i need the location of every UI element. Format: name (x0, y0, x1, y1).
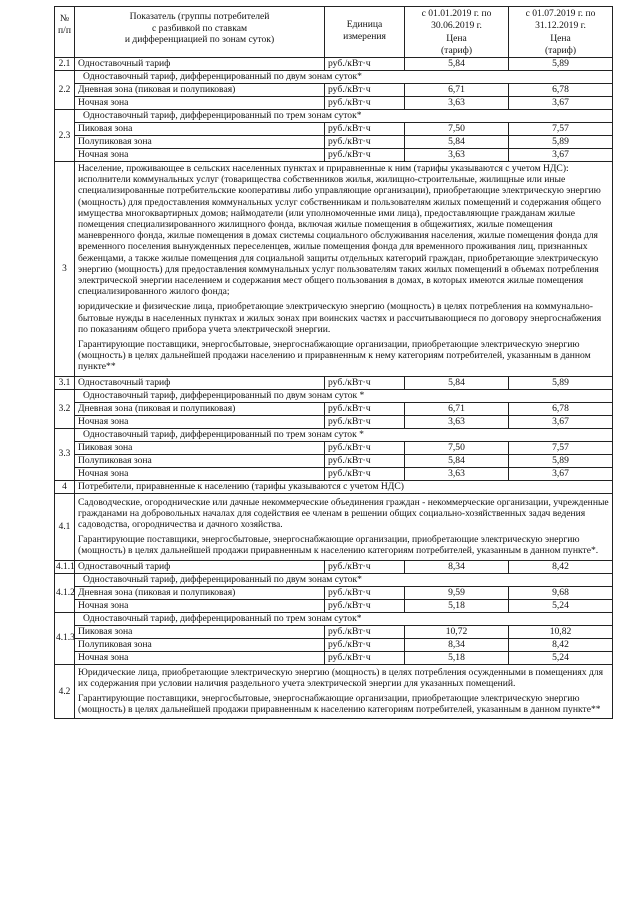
row-unit: руб./кВт·ч (325, 560, 405, 573)
table-header-row (55, 7, 613, 33)
row-group-title: Одноставочный тариф, дифференцированный по двум зонам суток* (75, 71, 613, 84)
row-value-1: 5,84 (405, 376, 509, 389)
row-value-1: 6,71 (405, 84, 509, 97)
header-num: № п/п (55, 7, 75, 58)
row-value-1: 6,71 (405, 402, 509, 415)
row-value-1: 10,72 (405, 625, 509, 638)
table-row (55, 110, 613, 123)
row-name: Ночная зона (75, 97, 325, 110)
row-value-2: 8,42 (509, 638, 613, 651)
row-value-2: 3,67 (509, 467, 613, 480)
row-name: Ночная зона (75, 651, 325, 664)
row-unit: руб./кВт·ч (325, 599, 405, 612)
row-value-2: 3,67 (509, 97, 613, 110)
row-description (75, 162, 613, 377)
table-row (55, 493, 613, 560)
row-name: Ночная зона (75, 415, 325, 428)
table-row (55, 402, 613, 415)
row-value-1: 3,63 (405, 149, 509, 162)
row-value-1: 3,63 (405, 97, 509, 110)
table-row (55, 664, 613, 719)
row-value-2: 7,57 (509, 441, 613, 454)
header-price1: Цена (тариф) (405, 32, 509, 58)
row-num: 3 (55, 162, 75, 377)
table-row (55, 480, 613, 493)
row-value-2: 3,67 (509, 149, 613, 162)
row-description (75, 493, 613, 560)
row-num: 4.1.2 (55, 573, 75, 612)
table-row (55, 389, 613, 402)
row-unit: руб./кВт·ч (325, 651, 405, 664)
row-name: Пиковая зона (75, 625, 325, 638)
paragraph: Гарантирующие поставщики, энергосбытовые, энергоснабжающие организации, приобретающие электрическую энергию (мощность) в целях дальнейшей продажи приравненным к населению категориям потребителей, указанным в данном пункте** (78, 693, 601, 716)
paragraph: Юридические лица, приобретающие электрическую энергию (мощность) в целях потребления осужденными в помещениях для их содержания при условии наличия раздельного учета электрической энергии для указанных помещений. (78, 666, 604, 689)
table-row (55, 638, 613, 651)
row-description (75, 664, 613, 719)
table-row (55, 454, 613, 467)
row-group-title: Одноставочный тариф, дифференцированный по трем зонам суток* (75, 612, 613, 625)
row-name: Полупиковая зона (75, 454, 325, 467)
row-value-2: 5,89 (509, 58, 613, 71)
row-num: 4.1 (55, 493, 75, 560)
row-value-2: 7,57 (509, 123, 613, 136)
table-row (55, 149, 613, 162)
row-value-2: 3,67 (509, 415, 613, 428)
row-value-2: 5,24 (509, 599, 613, 612)
row-value-2: 6,78 (509, 402, 613, 415)
row-value-1: 5,84 (405, 136, 509, 149)
row-value-1: 9,59 (405, 586, 509, 599)
row-name: Полупиковая зона (75, 136, 325, 149)
header-period1: с 01.01.2019 г. по 30.06.2019 г. (405, 7, 509, 33)
row-unit: руб./кВт·ч (325, 415, 405, 428)
table-row (55, 84, 613, 97)
row-value-1: 3,63 (405, 415, 509, 428)
row-num: 4.1.1 (56, 561, 75, 572)
row-num: 3.2 (55, 389, 75, 428)
row-unit: руб./кВт·ч (325, 376, 405, 389)
row-name: Одноставочный тариф (75, 376, 325, 389)
row-name: Дневная зона (пиковая и полупиковая) (75, 586, 325, 599)
row-unit: руб./кВт·ч (325, 58, 405, 71)
row-unit: руб./кВт·ч (325, 149, 405, 162)
row-unit: руб./кВт·ч (325, 136, 405, 149)
row-name: Одноставочный тариф (75, 560, 325, 573)
row-value-2: 5,89 (509, 454, 613, 467)
row-num: 4.1.3 (55, 612, 75, 664)
table-row (55, 71, 613, 84)
row-name: Ночная зона (75, 599, 325, 612)
row-value-2: 5,89 (509, 376, 613, 389)
row-value-2: 10,82 (509, 625, 613, 638)
row-description: Потребители, приравненные к населению (тарифы указываются с учетом НДС) (75, 480, 613, 493)
table-row (55, 441, 613, 454)
paragraph: юридические и физические лица, приобретающие электрическую энергию (мощность) в целях потребления на коммунально-бытовые нужды в населенных пунктах и жилых зонах при воинских частях и рассчитывающиеся по договору энергоснабжения по показаниям общего прибора учета электрической энергии. (78, 301, 602, 335)
row-value-1: 3,63 (405, 467, 509, 480)
row-value-1: 5,84 (405, 58, 509, 71)
table-row (55, 136, 613, 149)
table-row (55, 415, 613, 428)
row-num: 2.2 (55, 71, 75, 110)
row-value-2: 6,78 (509, 84, 613, 97)
row-name: Дневная зона (пиковая и полупиковая) (75, 402, 325, 415)
row-unit: руб./кВт·ч (325, 454, 405, 467)
row-unit: руб./кВт·ч (325, 467, 405, 480)
row-name: Пиковая зона (75, 123, 325, 136)
table-row (55, 58, 613, 71)
row-num: 4.2 (55, 664, 75, 719)
paragraph: Гарантирующие поставщики, энергосбытовые, энергоснабжающие организации, приобретающие электрическую энергию (мощность) в целях дальнейшей продажи населению и приравненным к нему категориям потребителей, указанным в данном пункте** (78, 339, 591, 373)
row-value-1: 7,50 (405, 123, 509, 136)
paragraph: Садоводческие, огороднические или дачные некоммерческие объединения граждан - некоммерческие организации, учрежденные гражданами на добровольных началах для содействия ее членам в решении общих социально-хозяйственных задач ведения садоводства, огородничества и дачного хозяйства. (78, 496, 609, 531)
table-row (55, 123, 613, 136)
row-name: Дневная зона (пиковая и полупиковая) (75, 84, 325, 97)
row-unit: руб./кВт·ч (325, 97, 405, 110)
row-name: Пиковая зона (75, 441, 325, 454)
table-row (55, 612, 613, 625)
row-value-2: 9,68 (509, 586, 613, 599)
row-value-2: 8,42 (509, 560, 613, 573)
header-indicator: Показатель (группы потребителей с разбивкой по ставкам и дифференциацией по зонам суток) (75, 7, 325, 58)
row-unit: руб./кВт·ч (325, 402, 405, 415)
row-value-1: 8,34 (405, 560, 509, 573)
table-row (55, 599, 613, 612)
row-group-title: Одноставочный тариф, дифференцированный по двум зонам суток* (75, 573, 613, 586)
header-period2: с 01.07.2019 г. по 31.12.2019 г. (509, 7, 613, 33)
row-unit: руб./кВт·ч (325, 123, 405, 136)
row-num: 3.3 (55, 428, 75, 480)
table-row (55, 625, 613, 638)
row-value-2: 5,89 (509, 136, 613, 149)
row-name: Ночная зона (75, 149, 325, 162)
row-group-title: Одноставочный тариф, дифференцированный по трем зонам суток * (75, 428, 613, 441)
table-row (55, 97, 613, 110)
row-name: Одноставочный тариф (75, 58, 325, 71)
row-value-1: 7,50 (405, 441, 509, 454)
paragraph: Население, проживающее в сельских населенных пунктах и приравненные к ним (тарифы указываются с учетом НДС): исполнители коммунальных услуг (товарищества собственников жилья, жилищно-строительные, жилищные или иные специализированные потребительские кооперативы либо управляющие организации), приобретающие электрическую энергию (мощность) для предоставления коммунальных услуг собственникам и пользователям жилых помещений и содержания общего имущества многоквартирных домов; наймодатели (или уполномоченные ими лица), предоставляющие гражданам жилые помещения специализированного жилищного фонда, включая жилые помещения в общежитиях, жилые помещения маневренного фонда, жилые помещения в домах системы социального обслуживания населения, жилые помещения фонда для временного поселения вынужденных переселенцев, жилые помещения фонда для временного проживания лиц, признанных беженцами, а также жилые помещения для социальной защиты отдельных категорий граждан, приобретающие электрическую энергию (мощность) для предоставления коммунальных услуг пользователям таких жилых помещений в объемах потребления электрической энергии населением и содержания мест общего пользования в домах, в которых имеются жилые помещения специализированного жилого фонда; (78, 163, 602, 298)
row-group-title: Одноставочный тариф, дифференцированный по двум зонам суток * (75, 389, 613, 402)
row-num: 3.1 (55, 376, 75, 389)
table-row (55, 428, 613, 441)
row-unit: руб./кВт·ч (325, 84, 405, 97)
table-row (55, 162, 613, 377)
table-row (55, 467, 613, 480)
table-row (55, 573, 613, 586)
row-value-1: 5,18 (405, 599, 509, 612)
row-name: Полупиковая зона (75, 638, 325, 651)
table-row (55, 376, 613, 389)
header-price2: Цена (тариф) (509, 32, 613, 58)
row-num: 2.1 (55, 58, 75, 71)
row-group-title: Одноставочный тариф, дифференцированный по трем зонам суток* (75, 110, 613, 123)
row-unit: руб./кВт·ч (325, 638, 405, 651)
row-value-1: 5,18 (405, 651, 509, 664)
tariff-table-page (54, 6, 612, 719)
table-row (55, 560, 613, 573)
table-row (55, 586, 613, 599)
row-value-1: 5,84 (405, 454, 509, 467)
row-unit: руб./кВт·ч (325, 441, 405, 454)
row-num: 2.3 (55, 110, 75, 162)
row-unit: руб./кВт·ч (325, 625, 405, 638)
row-unit: руб./кВт·ч (325, 586, 405, 599)
row-value-2: 5,24 (509, 651, 613, 664)
row-num: 4 (55, 480, 75, 493)
table-row (55, 651, 613, 664)
paragraph: Гарантирующие поставщики, энергосбытовые, энергоснабжающие организации, приобретающие электрическую энергию (мощность) в целях дальнейшей продажи приравненным к населению категориям потребителей, указанным в данном пункте*. (78, 534, 599, 557)
row-name: Ночная зона (75, 467, 325, 480)
tariff-table (54, 6, 613, 719)
header-unit: Единица измерения (325, 7, 405, 58)
row-value-1: 8,34 (405, 638, 509, 651)
